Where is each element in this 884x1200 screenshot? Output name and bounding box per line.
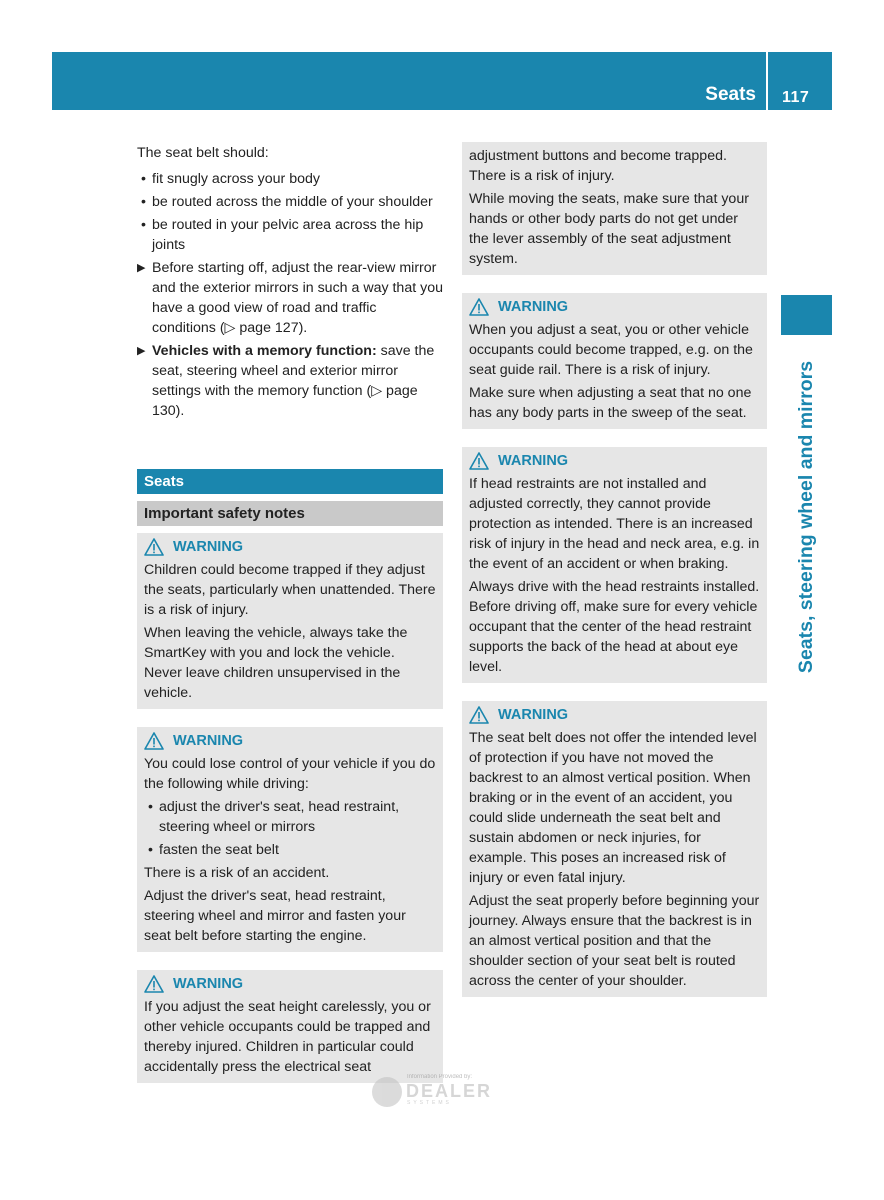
warning-icon — [144, 732, 164, 750]
right-column — [462, 142, 767, 997]
watermark-caption: Information Provided by: — [407, 1074, 473, 1080]
warning-header — [469, 705, 760, 725]
warning-text: Make sure when adjusting a seat that no one has any body parts in the sweep of the seat. — [469, 385, 752, 421]
list-item: • fasten the seat belt — [144, 840, 436, 860]
instruction-step — [137, 258, 443, 338]
warning-text: If head restraints are not installed and adjusted correctly, they cannot provide protection as intended. There is an increased risk of injury in the head and neck area, e.g. in the event of an accident or when braking. — [469, 476, 760, 572]
step-text: save the seat, steering wheel and exterior mirror settings with the memory function (▷ page 130). — [152, 343, 435, 419]
sub-heading: Important safety notes — [137, 501, 443, 526]
warning-text: Adjust the driver's seat, head restraint, steering wheel and mirror and fasten your seat belt before starting the engine. — [144, 888, 406, 944]
warning-list — [144, 797, 436, 860]
warning-label: WARNING — [173, 539, 244, 555]
warning-box — [137, 970, 443, 1083]
warning-box — [462, 447, 767, 683]
section-heading: Seats — [137, 469, 443, 494]
warning-icon — [144, 975, 164, 993]
page-title: Seats — [705, 84, 756, 105]
warning-icon — [469, 298, 489, 316]
warning-box — [462, 701, 767, 997]
step-text: Before starting off, adjust the rear-view mirror and the exterior mirrors in such a way that you have a good view of road and traffic conditions (▷ page 127). — [152, 260, 443, 336]
list-item: • be routed in your pelvic area across the hip joints — [137, 215, 443, 255]
warning-icon — [144, 538, 164, 556]
warning-box-continued — [462, 142, 767, 275]
warning-header — [144, 537, 436, 557]
chapter-tab-label: Seats, steering wheel and mirrors — [795, 360, 817, 674]
warning-text: adjustment buttons and become trapped. There is a risk of injury. — [469, 148, 727, 184]
dealer-watermark — [372, 1073, 507, 1109]
warning-label: WARNING — [173, 976, 244, 992]
header-separator — [766, 52, 768, 110]
warning-label: WARNING — [498, 299, 569, 315]
warning-header — [469, 451, 760, 471]
instruction-step — [137, 341, 443, 421]
warning-text: Always drive with the head restraints installed. Before driving off, make sure for every vehicle occupant that the center of the head restraint supports the back of the head at about eye level. — [469, 579, 760, 675]
warning-box — [137, 727, 443, 952]
warning-header — [144, 974, 436, 994]
page-number: 117 — [782, 89, 810, 106]
left-column — [137, 143, 443, 1083]
step-bold-text: Vehicles with a memory function: — [152, 343, 377, 359]
seat-belt-intro: The seat belt should: — [137, 145, 269, 161]
warning-text: If you adjust the seat height carelessly, you or other vehicle occupants could be trapped and thereby injured. Children in particular could accidentally press the electrical seat — [144, 999, 431, 1075]
warning-text: When leaving the vehicle, always take the SmartKey with you and lock the vehicle. Never leave children unsupervised in the vehicle. — [144, 625, 408, 701]
list-item: • be routed across the middle of your shoulder — [137, 192, 443, 212]
warning-icon — [469, 706, 489, 724]
warning-label: WARNING — [498, 707, 569, 723]
watermark-subtitle: SYSTEMS — [407, 1100, 452, 1106]
watermark-logo-icon — [372, 1077, 402, 1107]
warning-box — [462, 293, 767, 429]
list-item: • fit snugly across your body — [137, 169, 443, 189]
warning-icon — [469, 452, 489, 470]
list-item: • adjust the driver's seat, head restraint, steering wheel or mirrors — [144, 797, 436, 837]
chapter-tab-marker — [781, 295, 832, 335]
chapter-tab — [781, 345, 832, 690]
warning-label: WARNING — [173, 733, 244, 749]
warning-box — [137, 533, 443, 709]
warning-header — [144, 731, 436, 751]
warning-text: Adjust the seat properly before beginning your journey. Always ensure that the backrest is in an almost vertical position and that the shoulder section of your seat belt is routed across the center of your shoulder. — [469, 893, 760, 989]
warning-text: There is a risk of an accident. — [144, 865, 330, 881]
step-arrow-icon: ▶ — [137, 262, 146, 274]
warning-label: WARNING — [498, 453, 569, 469]
seat-belt-list — [137, 169, 443, 255]
warning-text: While moving the seats, make sure that your hands or other body parts do not get under the lever assembly of the seat adjustment system. — [469, 191, 749, 267]
warning-text: When you adjust a seat, you or other vehicle occupants could become trapped, e.g. on the seat guide rail. There is a risk of injury. — [469, 322, 753, 378]
watermark-brand: DEALER — [406, 1081, 493, 1101]
warning-header — [469, 297, 760, 317]
warning-text: The seat belt does not offer the intended level of protection if you have not moved the backrest to an almost vertical position. When braking or in the event of an accident, you could slide underneath the seat belt and sustain abdomen or neck injuries, for example. This poses an increased risk of injury or even fatal injury. — [469, 730, 757, 886]
warning-text: Children could become trapped if they adjust the seats, particularly when unattended. There is a risk of injury. — [144, 562, 436, 618]
warning-text: You could lose control of your vehicle if you do the following while driving: — [144, 756, 436, 792]
step-arrow-icon: ▶ — [137, 345, 146, 357]
